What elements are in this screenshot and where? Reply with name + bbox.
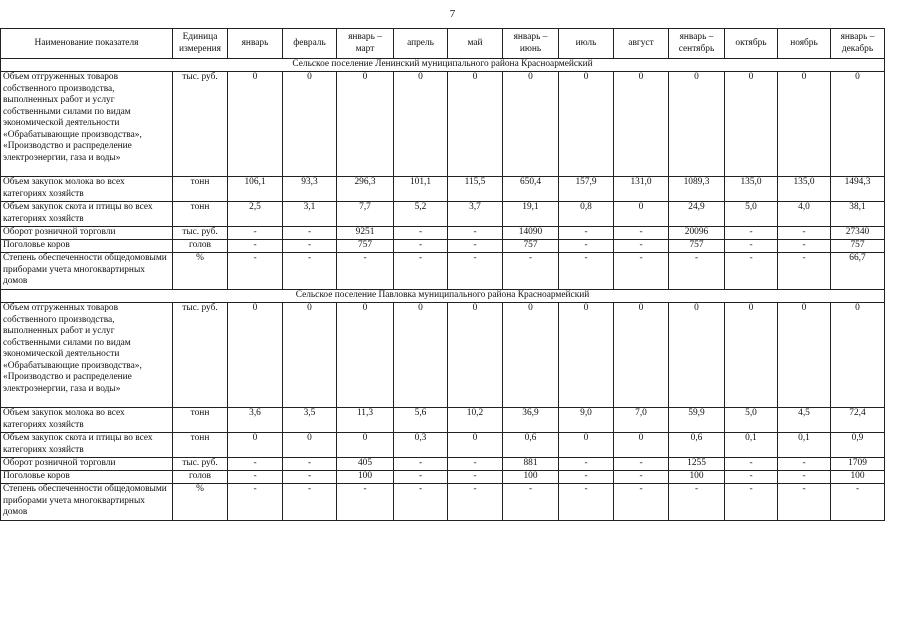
table-row [1,72,885,177]
value-cell: - [394,240,448,253]
value-cell: 0 [228,72,283,177]
value-cell: - [614,471,669,484]
header-cell: Наименование показателя [1,29,173,59]
value-cell: 650,4 [503,177,559,202]
value-cell: - [778,484,831,521]
table-body [1,59,885,521]
value-cell: 59,9 [669,408,725,433]
header-cell: Единица измерения [173,29,228,59]
value-cell: - [394,484,448,521]
value-cell: - [778,471,831,484]
value-cell: 0 [559,303,614,408]
value-cell: - [394,471,448,484]
value-cell: 0 [503,303,559,408]
value-cell: 3,7 [448,202,503,227]
value-cell: - [228,458,283,471]
value-cell: 100 [831,471,885,484]
table-row [1,471,885,484]
value-cell: 0 [831,72,885,177]
indicator-name: Оборот розничной торговли [1,458,173,471]
value-cell: - [394,227,448,240]
indicator-name: Оборот розничной торговли [1,227,173,240]
value-cell: 0 [669,72,725,177]
header-cell: февраль [283,29,337,59]
value-cell: - [559,458,614,471]
value-cell: 19,1 [503,202,559,227]
value-cell: - [283,458,337,471]
indicator-name: Степень обеспеченности общедомовыми приборами учета многоквартирных домов [1,253,173,290]
value-cell: 0 [337,303,394,408]
value-cell: 0 [778,303,831,408]
value-cell: 757 [669,240,725,253]
value-cell: 757 [503,240,559,253]
value-cell: - [283,253,337,290]
value-cell: 0 [831,303,885,408]
value-cell: - [778,253,831,290]
value-cell: - [283,471,337,484]
value-cell: - [614,227,669,240]
value-cell: 100 [337,471,394,484]
indicator-name: Степень обеспеченности общедомовыми приборами учета многоквартирных домов [1,484,173,521]
value-cell: 0,3 [394,433,448,458]
unit-cell: тонн [173,202,228,227]
value-cell: - [228,240,283,253]
header-cell: январь – декабрь [831,29,885,59]
value-cell: 757 [337,240,394,253]
unit-cell: голов [173,240,228,253]
header-cell: октябрь [725,29,778,59]
value-cell: 1255 [669,458,725,471]
value-cell: 4,5 [778,408,831,433]
value-cell: 0 [503,72,559,177]
value-cell: - [283,227,337,240]
value-cell: - [448,227,503,240]
value-cell: - [559,484,614,521]
value-cell: - [283,240,337,253]
value-cell: - [725,253,778,290]
indicator-name: Поголовье коров [1,471,173,484]
header-cell: апрель [394,29,448,59]
value-cell: 4,0 [778,202,831,227]
value-cell: 0 [283,72,337,177]
value-cell: 0 [614,72,669,177]
header-cell: август [614,29,669,59]
value-cell: 0,1 [725,433,778,458]
table-row [1,253,885,290]
value-cell: - [778,458,831,471]
table-row [1,458,885,471]
unit-cell: % [173,253,228,290]
value-cell: - [778,227,831,240]
table-row [1,240,885,253]
value-cell: 296,3 [337,177,394,202]
value-cell: 38,1 [831,202,885,227]
value-cell: 0 [725,303,778,408]
value-cell: 135,0 [725,177,778,202]
value-cell: - [228,227,283,240]
value-cell: 0 [725,72,778,177]
value-cell: 0 [337,433,394,458]
table-row [1,408,885,433]
value-cell: - [228,253,283,290]
indicator-name: Объем отгруженных товаров собственного производства, выполненных работ и услуг собственными силами по видам экономической деятельности «Обрабатывающие производства», «Производство и распределение электроэнергии, газа и воды» [1,72,173,177]
indicator-name: Объем закупок молока во всех категориях хозяйств [1,408,173,433]
value-cell: 115,5 [448,177,503,202]
value-cell: 0 [559,72,614,177]
value-cell: - [337,484,394,521]
unit-cell: тыс. руб. [173,458,228,471]
value-cell: - [283,484,337,521]
value-cell: 27340 [831,227,885,240]
value-cell: - [559,253,614,290]
value-cell: 0 [228,303,283,408]
value-cell: 157,9 [559,177,614,202]
value-cell: 0 [228,433,283,458]
value-cell: - [725,458,778,471]
value-cell: 7,7 [337,202,394,227]
value-cell: 131,0 [614,177,669,202]
value-cell: - [669,253,725,290]
value-cell: 0 [283,433,337,458]
value-cell: - [394,253,448,290]
value-cell: 0,6 [669,433,725,458]
statistics-table [0,28,885,521]
value-cell: 20096 [669,227,725,240]
header-row [1,29,885,59]
value-cell: - [559,227,614,240]
value-cell: 5,0 [725,202,778,227]
value-cell: 5,0 [725,408,778,433]
indicator-name: Объем закупок молока во всех категориях хозяйств [1,177,173,202]
value-cell: 0 [614,202,669,227]
header-cell: январь – июнь [503,29,559,59]
section-header-row [1,59,885,72]
unit-cell: тыс. руб. [173,72,228,177]
value-cell: - [725,471,778,484]
section-title: Сельское поселение Павловка муниципального района Красноармейский [1,290,885,303]
value-cell: 100 [503,471,559,484]
value-cell: 0 [394,72,448,177]
value-cell: - [448,253,503,290]
value-cell: 66,7 [831,253,885,290]
value-cell: 135,0 [778,177,831,202]
value-cell: 0,1 [778,433,831,458]
value-cell: 3,6 [228,408,283,433]
value-cell: 72,4 [831,408,885,433]
value-cell: 14090 [503,227,559,240]
value-cell: 36,9 [503,408,559,433]
header-cell: январь – март [337,29,394,59]
value-cell: - [228,484,283,521]
value-cell: 0 [448,303,503,408]
unit-cell: тыс. руб. [173,303,228,408]
indicator-name: Поголовье коров [1,240,173,253]
value-cell: 1494,3 [831,177,885,202]
unit-cell: тонн [173,433,228,458]
value-cell: - [725,227,778,240]
value-cell: 0 [448,433,503,458]
value-cell: 0 [614,303,669,408]
value-cell: 0 [283,303,337,408]
value-cell: - [831,484,885,521]
value-cell: 101,1 [394,177,448,202]
value-cell: 0 [448,72,503,177]
value-cell: - [725,240,778,253]
table-row [1,303,885,408]
value-cell: 5,6 [394,408,448,433]
value-cell: 11,3 [337,408,394,433]
value-cell: - [448,484,503,521]
value-cell: - [394,458,448,471]
value-cell: - [228,471,283,484]
value-cell: 881 [503,458,559,471]
value-cell: 10,2 [448,408,503,433]
value-cell: - [669,484,725,521]
value-cell: - [725,484,778,521]
header-cell: июль [559,29,614,59]
indicator-name: Объем отгруженных товаров собственного производства, выполненных работ и услуг собственными силами по видам экономической деятельности «Обрабатывающие производства», «Производство и распределение электроэнергии, газа и воды» [1,303,173,408]
table-row [1,227,885,240]
value-cell: 0,6 [503,433,559,458]
value-cell: 757 [831,240,885,253]
table-row [1,202,885,227]
value-cell: 0 [778,72,831,177]
value-cell: 106,1 [228,177,283,202]
header-cell: май [448,29,503,59]
section-title: Сельское поселение Ленинский муниципального района Красноармейский [1,59,885,72]
value-cell: 9,0 [559,408,614,433]
value-cell: 0,8 [559,202,614,227]
value-cell: - [559,471,614,484]
table-row [1,433,885,458]
unit-cell: % [173,484,228,521]
value-cell: - [559,240,614,253]
header-cell: ноябрь [778,29,831,59]
indicator-name: Объем закупок скота и птицы во всех категориях хозяйств [1,202,173,227]
value-cell: - [448,471,503,484]
value-cell: - [503,484,559,521]
value-cell: - [503,253,559,290]
value-cell: 1089,3 [669,177,725,202]
value-cell: - [448,458,503,471]
value-cell: - [448,240,503,253]
value-cell: 0 [337,72,394,177]
value-cell: - [778,240,831,253]
value-cell: - [337,253,394,290]
value-cell: - [614,240,669,253]
unit-cell: тонн [173,177,228,202]
value-cell: 9251 [337,227,394,240]
value-cell: 7,0 [614,408,669,433]
section-header-row [1,290,885,303]
value-cell: - [614,484,669,521]
page-number: 7 [449,8,456,20]
unit-cell: тонн [173,408,228,433]
indicator-name: Объем закупок скота и птицы во всех категориях хозяйств [1,433,173,458]
value-cell: 5,2 [394,202,448,227]
value-cell: 0 [559,433,614,458]
value-cell: 100 [669,471,725,484]
value-cell: 0 [394,303,448,408]
value-cell: - [614,253,669,290]
value-cell: 2,5 [228,202,283,227]
value-cell: 24,9 [669,202,725,227]
header-cell: январь [228,29,283,59]
unit-cell: тыс. руб. [173,227,228,240]
table-row [1,177,885,202]
value-cell: - [614,458,669,471]
value-cell: 0 [614,433,669,458]
value-cell: 405 [337,458,394,471]
value-cell: 0,9 [831,433,885,458]
value-cell: 1709 [831,458,885,471]
value-cell: 93,3 [283,177,337,202]
table-row [1,484,885,521]
header-cell: январь – сентябрь [669,29,725,59]
unit-cell: голов [173,471,228,484]
value-cell: 3,1 [283,202,337,227]
value-cell: 0 [669,303,725,408]
value-cell: 3,5 [283,408,337,433]
